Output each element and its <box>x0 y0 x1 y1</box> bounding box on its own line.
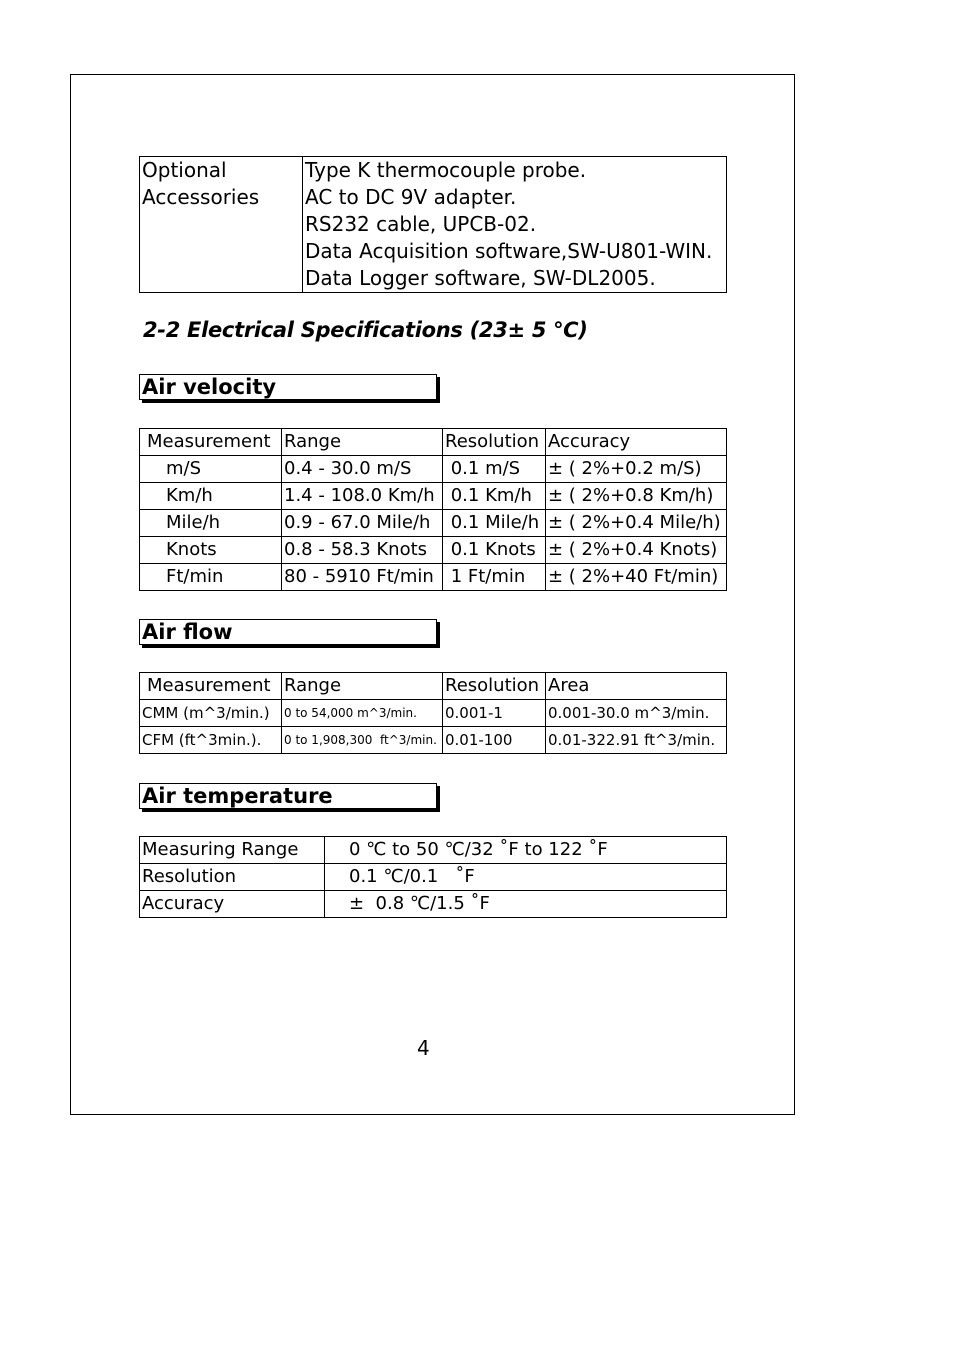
list-item: Type K thermocouple probe. <box>305 158 587 182</box>
list-item: Data Acquisition software,SW-U801-WIN. <box>305 239 713 263</box>
table-row <box>140 700 727 727</box>
table-cell: 0 to 54,000 m^3/min. <box>282 700 443 727</box>
air-flow-table <box>139 672 727 754</box>
table-cell: ± ( 2%+40 Ft/min) <box>546 564 727 591</box>
table-header-row <box>140 429 727 456</box>
table-cell: ± ( 2%+0.8 Km/h) <box>546 483 727 510</box>
table-cell: 1 Ft/min <box>443 564 546 591</box>
table-cell: 0.1 Km/h <box>443 483 546 510</box>
column-header: Resolution <box>443 429 546 456</box>
table-cell: m/S <box>140 456 282 483</box>
accessories-label-line: Accessories <box>142 185 260 209</box>
column-header: Range <box>282 673 443 700</box>
table-row <box>140 837 727 864</box>
table-cell: 0.1 m/S <box>443 456 546 483</box>
table-cell: 1.4 - 108.0 Km/h <box>282 483 443 510</box>
table-cell: CFM (ft^3min.). <box>140 727 282 754</box>
table-cell: ± 0.8 ℃/1.5 ˚F <box>325 891 727 918</box>
accessories-label-cell <box>140 157 303 293</box>
list-item: Data Logger software, SW-DL2005. <box>305 266 656 290</box>
table-header-row <box>140 673 727 700</box>
air-temperature-table <box>139 836 727 918</box>
table-cell: 0.001-30.0 m^3/min. <box>546 700 727 727</box>
table-cell: 0.8 - 58.3 Knots <box>282 537 443 564</box>
table-row <box>140 483 727 510</box>
table-cell: Km/h <box>140 483 282 510</box>
column-header: Measurement <box>140 673 282 700</box>
column-header: Measurement <box>140 429 282 456</box>
table-cell: Measuring Range <box>140 837 325 864</box>
accessories-items-cell <box>303 157 727 293</box>
air-velocity-table <box>139 428 727 591</box>
table-cell: 0 ℃ to 50 ℃/32 ˚F to 122 ˚F <box>325 837 727 864</box>
list-item: AC to DC 9V adapter. <box>305 185 517 209</box>
table-cell: Knots <box>140 537 282 564</box>
table-cell: 0.01-100 <box>443 727 546 754</box>
table-cell: ± ( 2%+0.4 Knots) <box>546 537 727 564</box>
table-cell: 0.1 Knots <box>443 537 546 564</box>
section-heading: 2-2 Electrical Specifications (23± 5 ℃) <box>143 318 588 342</box>
column-header: Resolution <box>443 673 546 700</box>
table-row <box>140 537 727 564</box>
air-temperature-title: Air temperature <box>142 784 333 808</box>
table-cell: 0 to 1,908,300 ft^3/min. <box>282 727 443 754</box>
table-row <box>140 157 727 293</box>
list-item: RS232 cable, UPCB-02. <box>305 212 537 236</box>
table-cell: Accuracy <box>140 891 325 918</box>
table-cell: 80 - 5910 Ft/min <box>282 564 443 591</box>
table-row <box>140 564 727 591</box>
air-flow-title-box <box>139 619 437 645</box>
table-cell: Mile/h <box>140 510 282 537</box>
table-cell: 0.001-1 <box>443 700 546 727</box>
table-cell: 0.1 ℃/0.1 ˚F <box>325 864 727 891</box>
air-velocity-title: Air velocity <box>142 375 277 399</box>
table-row <box>140 891 727 918</box>
page-number: 4 <box>417 1036 430 1060</box>
table-cell: ± ( 2%+0.2 m/S) <box>546 456 727 483</box>
table-row <box>140 510 727 537</box>
table-cell: 0.01-322.91 ft^3/min. <box>546 727 727 754</box>
column-header: Accuracy <box>546 429 727 456</box>
column-header: Area <box>546 673 727 700</box>
air-velocity-title-box <box>139 374 437 400</box>
table-cell: CMM (m^3/min.) <box>140 700 282 727</box>
column-header: Range <box>282 429 443 456</box>
table-row <box>140 864 727 891</box>
optional-accessories-table <box>139 156 727 293</box>
table-cell: Ft/min <box>140 564 282 591</box>
accessories-label-line: Optional <box>142 158 227 182</box>
air-flow-title: Air flow <box>142 620 233 644</box>
table-cell: Resolution <box>140 864 325 891</box>
air-temperature-title-box <box>139 783 437 809</box>
table-row <box>140 456 727 483</box>
table-cell: 0.4 - 30.0 m/S <box>282 456 443 483</box>
table-row <box>140 727 727 754</box>
table-cell: ± ( 2%+0.4 Mile/h) <box>546 510 727 537</box>
table-cell: 0.9 - 67.0 Mile/h <box>282 510 443 537</box>
table-cell: 0.1 Mile/h <box>443 510 546 537</box>
